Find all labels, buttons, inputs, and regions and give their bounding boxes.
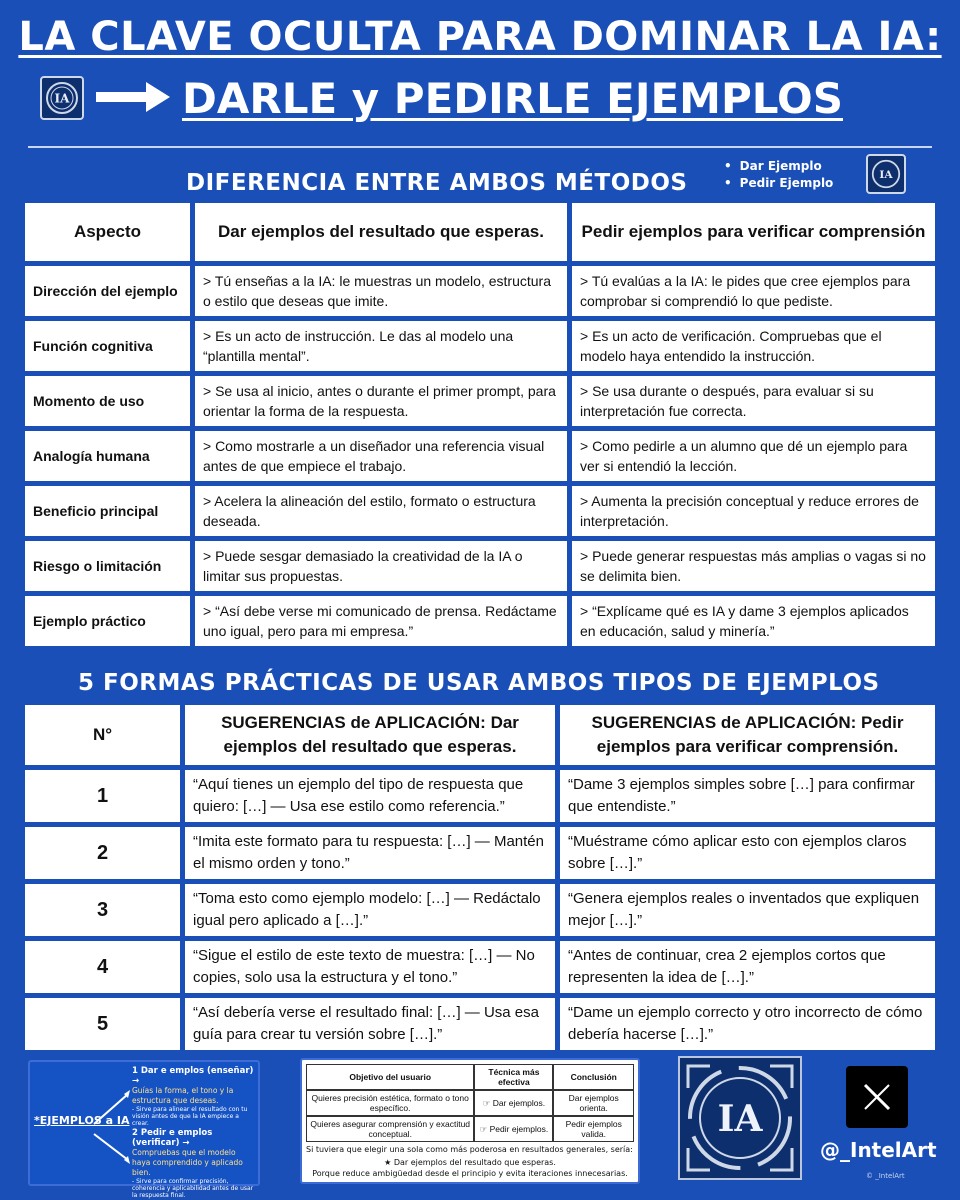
legend-item-pedir: • Pedir Ejemplo bbox=[724, 175, 833, 192]
section1-title: DIFERENCIA ENTRE AMBOS MÉTODOS bbox=[186, 170, 688, 196]
table-row bbox=[25, 486, 935, 536]
pedir-cell: “Dame 3 ejemplos simples sobre […] para confirmar que entendiste.” bbox=[560, 770, 935, 822]
pedir-cell: “Muéstrame cómo aplicar esto con ejemplos claros sobre […].” bbox=[560, 827, 935, 879]
conclusion-cell: Pedir ejemplos valida. bbox=[553, 1116, 634, 1142]
main-title-line1: LA CLAVE OCULTA PARA DOMINAR LA IA: bbox=[18, 14, 942, 60]
summary-card-tecnica bbox=[300, 1058, 640, 1184]
dar-cell: > Puede sesgar demasiado la creatividad de la IA o limitar sus propuestas. bbox=[195, 541, 567, 591]
tecnica-table bbox=[306, 1064, 634, 1142]
table-row bbox=[25, 376, 935, 426]
aspect-cell: Momento de uso bbox=[25, 376, 190, 426]
star-icon: ★ bbox=[384, 1158, 394, 1167]
card1-item2-desc: Compruebas que el modelo haya comprendido y aplicado bien. bbox=[132, 1148, 243, 1177]
table-row bbox=[25, 431, 935, 481]
pedir-cell: > Es un acto de verificación. Compruebas que el modelo haya entendido la instrucción. bbox=[572, 321, 935, 371]
card1-item2-note: - Sirve para confirmar precisión, coherencia y aplicabilidad antes de usar la respuesta final. bbox=[132, 1178, 254, 1199]
suggestions-table bbox=[20, 700, 940, 1055]
dar-cell: > Se usa al inicio, antes o durante el primer prompt, para orientar la forma de la respuesta. bbox=[195, 376, 567, 426]
header-divider bbox=[28, 146, 932, 148]
pedir-cell: > Como pedirle a un alumno que dé un ejemplo para ver si entendió la lección. bbox=[572, 431, 935, 481]
pedir-cell: > “Explícame qué es IA y dame 3 ejemplos aplicados en educación, salud y minería.” bbox=[572, 596, 935, 646]
ia-big-logo-text: IA bbox=[717, 1098, 763, 1140]
ia-logo bbox=[40, 76, 84, 120]
pedir-cell: > Se usa durante o después, para evaluar si su interpretación fue correcta. bbox=[572, 376, 935, 426]
table-row bbox=[25, 541, 935, 591]
legend-item-dar: • Dar Ejemplo bbox=[724, 158, 833, 175]
header-objetivo: Objetivo del usuario bbox=[306, 1064, 474, 1090]
aspect-cell: Ejemplo práctico bbox=[25, 596, 190, 646]
aspect-cell: Analogía humana bbox=[25, 431, 190, 481]
row-number: 5 bbox=[25, 998, 180, 1050]
card2-answer: Dar ejemplos del resultado que esperas. bbox=[393, 1158, 556, 1167]
table-row bbox=[25, 827, 935, 879]
dar-cell: > “Así debe verse mi comunicado de prensa. Redáctame uno igual, pero para mi empresa.” bbox=[195, 596, 567, 646]
card1-item1-title: 1 Dar e emplos (enseñar) → bbox=[132, 1066, 254, 1086]
card2-answer-wrap bbox=[306, 1158, 634, 1167]
watermark-handle: © _IntelArt bbox=[866, 1172, 905, 1180]
card1-item1-note: - Sirve para alinear el resultado con tu visión antes de que la IA empiece a crear. bbox=[132, 1106, 248, 1127]
table-row bbox=[25, 770, 935, 822]
conclusion-cell: Dar ejemplos orienta. bbox=[553, 1090, 634, 1116]
aspect-cell: Dirección del ejemplo bbox=[25, 266, 190, 316]
table-row bbox=[25, 596, 935, 646]
header-dar: Dar ejemplos del resultado que esperas. bbox=[195, 203, 567, 261]
card2-question: Si tuviera que elegir una sola como más poderosa en resultados generales, sería: bbox=[306, 1145, 633, 1154]
card2-reason: Porque reduce ambigüedad desde el principio y evita iteraciones innecesarias. bbox=[312, 1169, 628, 1178]
card1-label: *EJEMPLOS a IA bbox=[34, 1114, 130, 1127]
dar-cell: “Toma esto como ejemplo modelo: […] — Redáctalo igual pero aplicado a […].” bbox=[185, 884, 555, 936]
table-row bbox=[25, 884, 935, 936]
aspect-cell: Función cognitiva bbox=[25, 321, 190, 371]
ia-logo-small bbox=[866, 154, 906, 194]
row-number: 4 bbox=[25, 941, 180, 993]
table-row bbox=[306, 1116, 634, 1142]
social-handle[interactable]: @_IntelArt bbox=[820, 1138, 937, 1162]
aspect-cell: Beneficio principal bbox=[25, 486, 190, 536]
tecnica-cell: ☞ Pedir ejemplos. bbox=[474, 1116, 553, 1142]
card1-item2-title: 2 Pedir e emplos (verificar) → bbox=[132, 1128, 213, 1148]
header-number: N° bbox=[25, 705, 180, 765]
dar-cell: “Imita este formato para tu respuesta: […] — Mantén el mismo orden y tono.” bbox=[185, 827, 555, 879]
aspect-cell: Riesgo o limitación bbox=[25, 541, 190, 591]
summary-card-ejemplos bbox=[28, 1060, 260, 1199]
pedir-cell: “Antes de continuar, crea 2 ejemplos cortos que representen la idea de […].” bbox=[560, 941, 935, 993]
differences-table bbox=[20, 198, 940, 651]
dar-cell: “Aquí tienes un ejemplo del tipo de respuesta que quiero: […] — Usa ese estilo como referencia.” bbox=[185, 770, 555, 822]
dar-cell: “Así debería verse el resultado final: […] — Usa esa guía para crear tu versión sobre […].” bbox=[185, 998, 555, 1050]
header-conclusion: Conclusión bbox=[553, 1064, 634, 1090]
table-row bbox=[306, 1090, 634, 1116]
card1-item1-desc: Guías la forma, el tono y la estructura que deseas. bbox=[132, 1086, 234, 1105]
ia-logo-text: IA bbox=[54, 91, 70, 106]
dar-cell: > Tú enseñas a la IA: le muestras un modelo, estructura o estilo que deseas que imite. bbox=[195, 266, 567, 316]
pedir-cell: “Genera ejemplos reales o inventados que expliquen mejor […].” bbox=[560, 884, 935, 936]
branch-arrows-icon bbox=[90, 1084, 134, 1166]
header-pedir: Pedir ejemplos para verificar comprensión bbox=[572, 203, 935, 261]
objetivo-cell: Quieres asegurar comprensión y exactitud conceptual. bbox=[306, 1116, 474, 1142]
ia-logo-small-text: IA bbox=[879, 168, 893, 181]
header-aspecto: Aspecto bbox=[25, 203, 190, 261]
dar-cell: > Acelera la alineación del estilo, formato o estructura deseada. bbox=[195, 486, 567, 536]
arrow-right-icon bbox=[96, 82, 170, 112]
pedir-cell: “Dame un ejemplo correcto y otro incorrecto de cómo debería hacerse […].” bbox=[560, 998, 935, 1050]
row-number: 1 bbox=[25, 770, 180, 822]
section2-title: 5 FORMAS PRÁCTICAS DE USAR AMBOS TIPOS DE EJEMPLOS bbox=[78, 670, 880, 696]
tecnica-cell: ☞ Dar ejemplos. bbox=[474, 1090, 553, 1116]
dar-cell: > Como mostrarle a un diseñador una referencia visual antes de que empiece el trabajo. bbox=[195, 431, 567, 481]
dar-cell: > Es un acto de instrucción. Le das al modelo una “plantilla mental”. bbox=[195, 321, 567, 371]
row-number: 2 bbox=[25, 827, 180, 879]
header-sugerencias-dar: SUGERENCIAS de APLICACIÓN: Dar ejemplos del resultado que esperas. bbox=[185, 705, 555, 765]
pedir-cell: > Tú evalúas a la IA: le pides que cree ejemplos para comprobar si comprendió lo que pediste. bbox=[572, 266, 935, 316]
table-row bbox=[25, 941, 935, 993]
pointing-hand-icon: ☞ bbox=[482, 1097, 493, 1108]
row-number: 3 bbox=[25, 884, 180, 936]
header-sugerencias-pedir: SUGERENCIAS de APLICACIÓN: Pedir ejemplos para verificar comprensión. bbox=[560, 705, 935, 765]
header-tecnica: Técnica más efectiva bbox=[474, 1064, 553, 1090]
pedir-cell: > Aumenta la precisión conceptual y reduce errores de interpretación. bbox=[572, 486, 935, 536]
dar-cell: “Sigue el estilo de este texto de muestra: […] — No copies, solo usa la estructura y el tono.” bbox=[185, 941, 555, 993]
table-row bbox=[25, 321, 935, 371]
x-logo-icon[interactable] bbox=[846, 1066, 908, 1128]
table-row bbox=[25, 998, 935, 1050]
pointing-hand-icon: ☞ bbox=[479, 1123, 490, 1134]
main-title-line2: DARLE y PEDIRLE EJEMPLOS bbox=[182, 74, 843, 123]
table-row bbox=[25, 266, 935, 316]
pedir-cell: > Puede generar respuestas más amplias o vagas si no se delimita bien. bbox=[572, 541, 935, 591]
ia-big-logo bbox=[678, 1056, 802, 1180]
objetivo-cell: Quieres precisión estética, formato o tono específico. bbox=[306, 1090, 474, 1116]
legend bbox=[724, 158, 833, 192]
